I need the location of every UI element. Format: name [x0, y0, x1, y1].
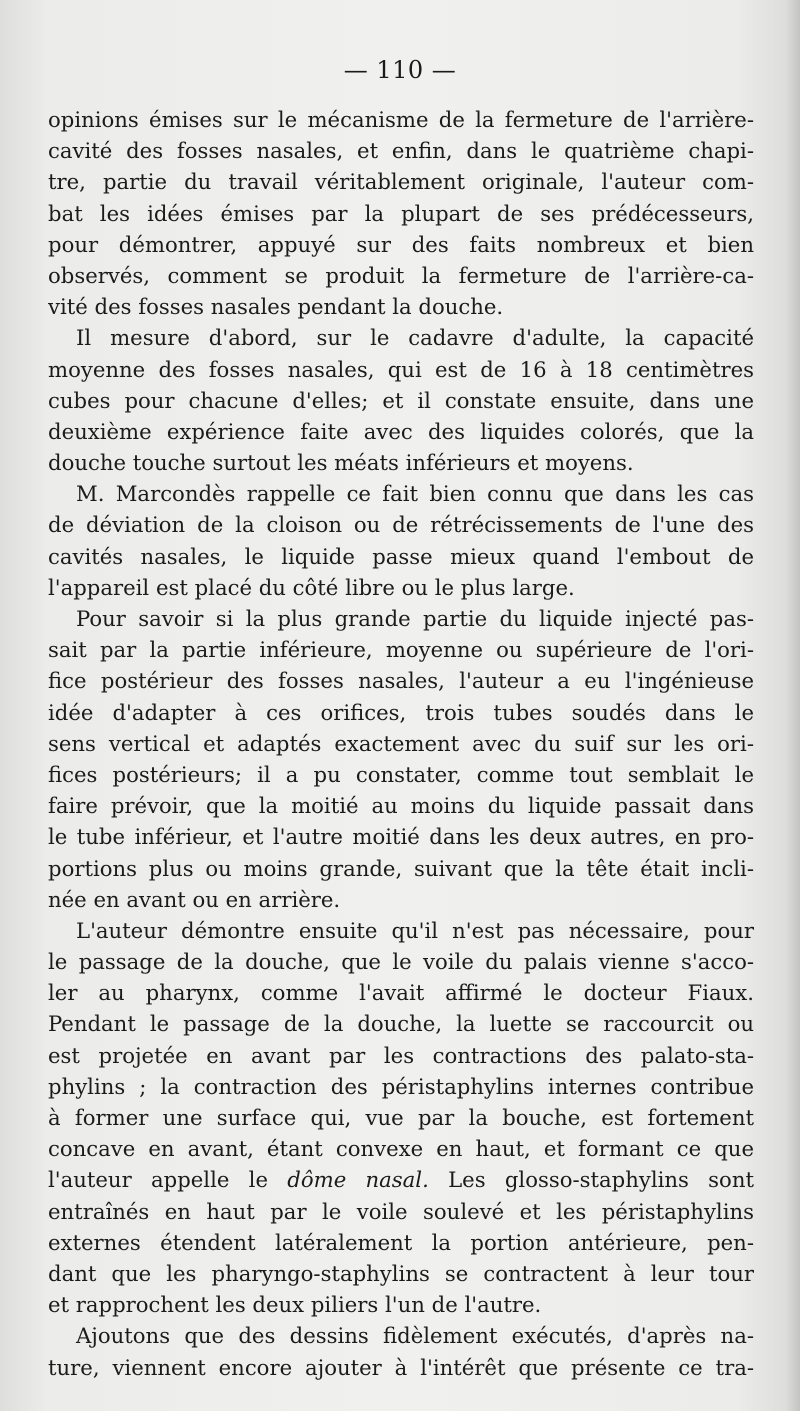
text-line: cavité des fosses nasales, et enfin, dans le quatrième chapi-: [48, 138, 754, 164]
text-line: entraînés en haut par le voile soulevé et les péristaphylins: [48, 1198, 754, 1224]
text-line: opinions émises sur le mécanisme de la fermeture de l'arrière-: [48, 107, 754, 132]
text-line: fices postérieurs; il a pu constater, comme tout semblait le: [48, 761, 754, 787]
page-edge-shadow: [786, 0, 800, 1411]
text-line: vité des fosses nasales pendant la douche.: [48, 294, 504, 320]
text-line: de déviation de la cloison ou de rétrécissements de l'une des: [48, 512, 754, 538]
text-line: [48, 1164, 754, 1195]
text-line: dant que les pharyngo-staphylins se contractent à leur tour: [48, 1260, 754, 1286]
text-line: à former une surface qui, vue par la bouche, est fortement: [48, 1105, 754, 1130]
text-line: Ajoutons que des dessins fidèlement exécutés, d'après na-: [76, 1323, 754, 1349]
text-line: pour démontrer, appuyé sur des faits nombreux et bien: [48, 231, 754, 257]
text-line: tre, partie du travail véritablement originale, l'auteur com-: [48, 169, 754, 195]
text-line: ture, viennent encore ajouter à l'intérêt que présente ce tra-: [48, 1354, 754, 1380]
body-text: [48, 104, 754, 1383]
text-line: Pour savoir si la plus grande partie du liquide injecté pas-: [76, 606, 754, 631]
text-line: née en avant ou en arrière.: [48, 886, 341, 912]
text-line: faire prévoir, que la moitié au moins du liquide passait dans: [48, 793, 754, 819]
text-line: bat les idées émises par la plupart de ses prédécesseurs,: [48, 200, 754, 226]
italic-term: dôme nasal.: [287, 1167, 429, 1193]
text-line: sens vertical et adaptés exactement avec du suif sur les ori-: [48, 730, 754, 756]
text-line: le tube inférieur, et l'autre moitié dans les deux autres, en pro-: [48, 824, 754, 850]
text-line: deuxième expérience faite avec des liquides colorés, que la: [48, 418, 754, 444]
text-line: fice postérieur des fosses nasales, l'auteur a eu l'ingénieuse: [48, 668, 754, 694]
text-line: le passage de la douche, que le voile du palais vienne s'acco-: [48, 949, 754, 975]
text-line: ler au pharynx, comme l'avait affirmé le docteur Fiaux.: [48, 980, 754, 1006]
text-line: phylins ; la contraction des péristaphylins internes contribue: [48, 1073, 754, 1099]
text-line: idée d'adapter à ces orifices, trois tubes soudés dans le: [48, 699, 754, 725]
text-segment: l'auteur appelle le: [48, 1167, 288, 1193]
text-line: cubes pour chacune d'elles; et il constate ensuite, dans une: [48, 387, 754, 413]
text-line: douche touche surtout les méats inférieurs et moyens.: [48, 450, 634, 476]
text-line: moyenne des fosses nasales, qui est de 16 à 18 centimètres: [48, 356, 754, 382]
text-line: observés, comment se produit la fermeture de l'arrière-ca-: [48, 262, 754, 288]
text-line: l'appareil est placé du côté libre ou le plus large.: [48, 574, 575, 600]
text-line: concave en avant, étant convexe en haut, et formant ce que: [48, 1136, 754, 1162]
text-line: Pendant le passage de la douche, la luette se raccourcit ou: [48, 1011, 754, 1037]
text-line: externes étendent latéralement la portion antérieure, pen-: [48, 1229, 754, 1255]
text-line: sait par la partie inférieure, moyenne ou supérieure de l'ori-: [48, 637, 754, 663]
page-number: — 110 —: [343, 56, 457, 84]
text-line: portions plus ou moins grande, suivant que la tête était incli-: [48, 855, 754, 881]
text-line: et rapprochent les deux piliers l'un de l'autre.: [48, 1292, 542, 1318]
text-line: est projetée en avant par les contractions des palato-sta-: [48, 1042, 754, 1068]
text-line: cavités nasales, le liquide passe mieux quand l'embout de: [48, 543, 754, 569]
text-line: L'auteur démontre ensuite qu'il n'est pas nécessaire, pour: [76, 917, 754, 943]
text-line: Il mesure d'abord, sur le cadavre d'adulte, la capacité: [76, 325, 754, 351]
text-line: M. Marcondès rappelle ce fait bien connu que dans les cas: [76, 481, 754, 507]
text-segment: Les glosso-staphylins sont: [428, 1167, 754, 1193]
